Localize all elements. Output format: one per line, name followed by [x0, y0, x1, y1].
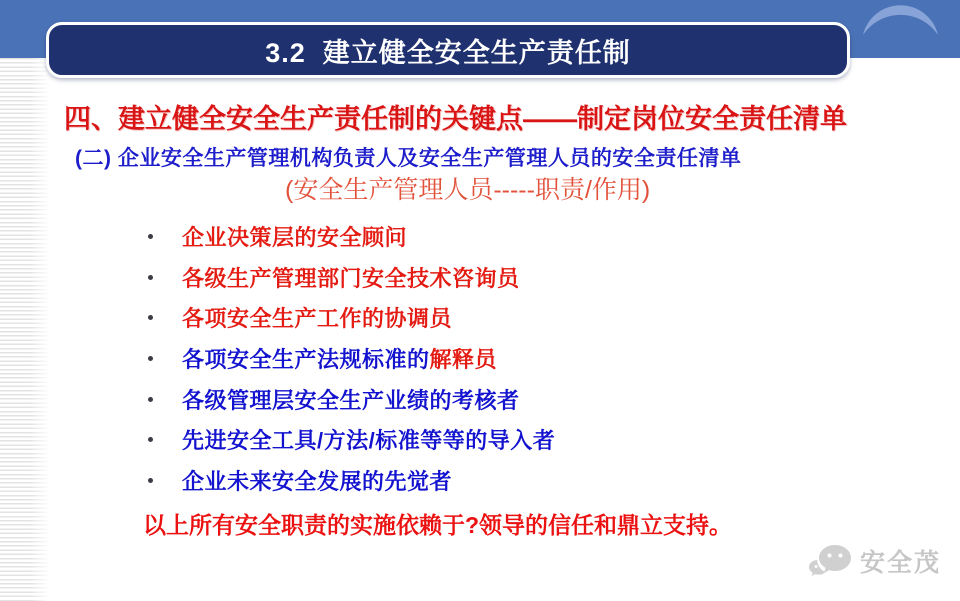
subsection-heading: (二) 企业安全生产管理机构负责人及安全生产管理人员的安全责任清单 — [75, 147, 742, 170]
list-item — [148, 379, 555, 420]
wechat-bubbles-icon — [808, 543, 854, 579]
list-item — [148, 297, 555, 338]
bullet-dot-icon — [148, 275, 153, 280]
bullet-text: 先进安全工具/方法/标准等等的导入者 — [182, 428, 556, 454]
bullet-text: 各级管理层安全生产业绩的考核者 — [182, 387, 520, 413]
bullet-dot-icon — [148, 234, 153, 239]
list-item — [148, 338, 555, 379]
list-item — [148, 216, 555, 257]
bullet-dot-icon — [148, 478, 153, 483]
bullet-text: 企业未来安全发展的先觉者 — [182, 468, 453, 494]
footer-emphasis-line: 以上所有安全职责的实施依赖于?领导的信任和鼎立支持。 — [143, 512, 733, 538]
bullet-dot-icon — [148, 315, 153, 320]
slide-title-bar — [46, 22, 850, 78]
role-description-line: (安全生产管理人员-----职责/作用) — [285, 176, 651, 204]
bullet-text-tail: 解释员 — [429, 346, 498, 372]
bullet-text: 各级生产管理部门安全技术咨询员 — [182, 265, 520, 291]
watermark-text: 安全茂 — [860, 549, 942, 577]
left-stripe-texture — [0, 58, 50, 601]
bullet-text: 各项安全生产工作的协调员 — [182, 306, 453, 332]
bullet-dot-icon — [148, 437, 153, 442]
bullet-text: 企业决策层的安全顾问 — [182, 224, 408, 250]
section-heading: 四、建立健全安全生产责任制的关键点——制定岗位安全责任清单 — [64, 104, 847, 134]
watermark — [808, 543, 941, 579]
list-item — [148, 419, 555, 460]
list-item — [148, 257, 555, 298]
circle-arc-icon — [855, 4, 947, 40]
list-item — [148, 460, 555, 501]
bullet-list — [148, 216, 555, 501]
bullet-dot-icon — [148, 397, 153, 402]
slide-title: 3.2 建立健全安全生产责任制 — [265, 37, 631, 68]
bullet-text: 各项安全生产法规标准的 — [182, 346, 430, 372]
bullet-dot-icon — [148, 356, 153, 361]
